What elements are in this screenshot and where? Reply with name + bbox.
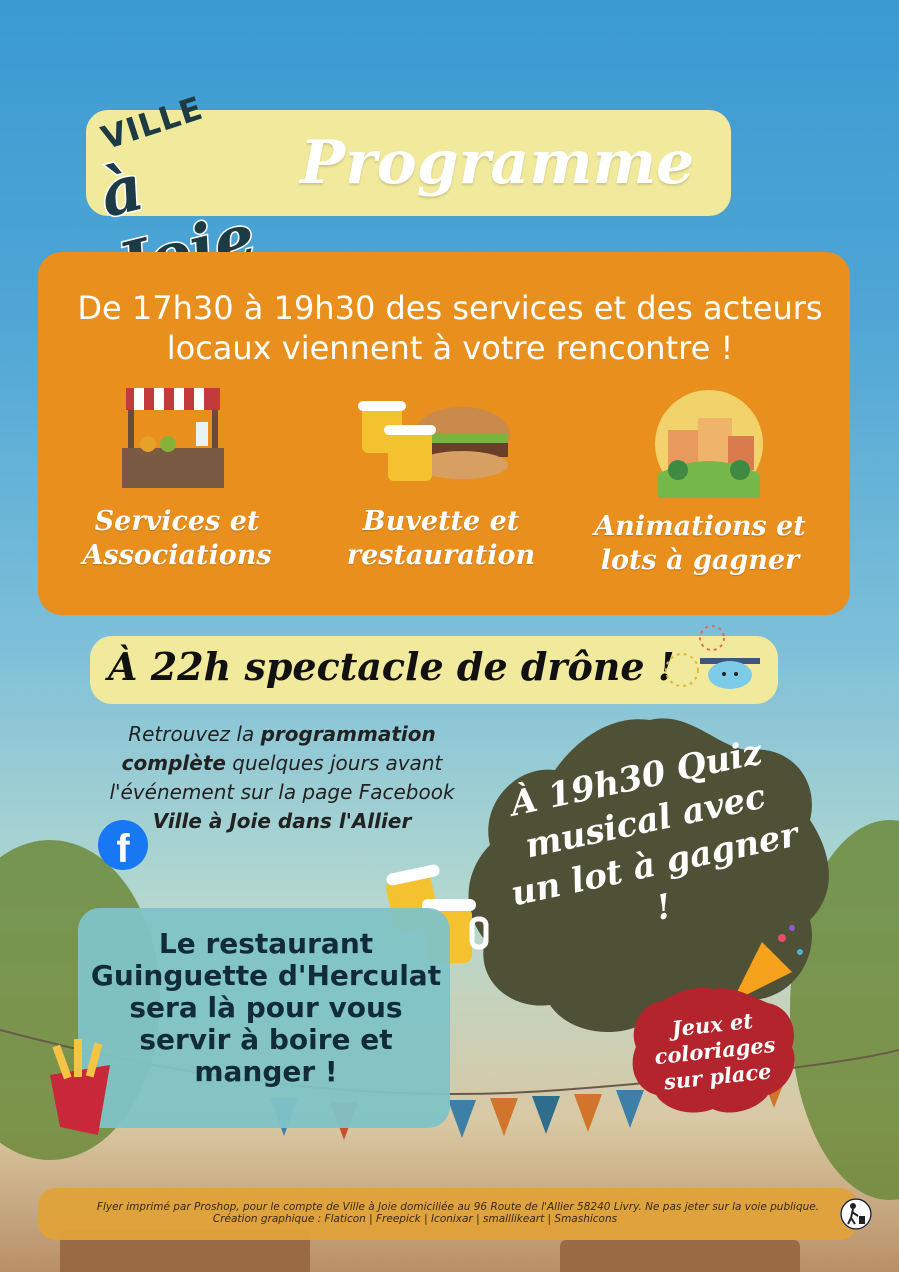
- footer-credits-text: Création graphique : Flaticon | Freepick | Iconixar | smalllikeart | Smashicons: [212, 1213, 618, 1225]
- drone-show-text: À 22h spectacle de drône !: [108, 644, 675, 689]
- drone-icon: [650, 620, 770, 700]
- house-roof-right: [560, 1240, 800, 1272]
- page-title: Programme: [300, 128, 695, 198]
- facebook-info-bold1: programmation complète: [121, 722, 436, 775]
- footer-legal-text: Flyer imprimé par Proshop, pour le compte de Ville à Joie domiciliée au 96 Route de l'Allier 58240 Livry. Ne pas jeter sur la voie publique.: [96, 1201, 820, 1213]
- fries-icon: [40, 1035, 120, 1140]
- service-label-buvette: Buvette et restauration: [346, 506, 536, 571]
- facebook-page-name: Ville à Joie dans l'Allier: [152, 809, 412, 833]
- service-label-animations: Animations et lots à gagner: [594, 511, 806, 576]
- jeux-text: Jeux et coloriages sur place: [653, 1007, 777, 1095]
- festive-village-icon: [648, 378, 770, 500]
- recycle-tidyman-icon: [840, 1198, 872, 1230]
- logo-line-joie: à: [92, 149, 151, 233]
- beer-burger-icon: [352, 395, 512, 490]
- facebook-info: [92, 720, 472, 836]
- market-stall-icon: [118, 382, 228, 490]
- service-label-services: Services et Associations: [82, 506, 272, 571]
- quiz-text: À 19h30 Quiz musical avec un lot à gagner !: [506, 732, 802, 929]
- intro-text: De 17h30 à 19h30 des services et des acteurs locaux viennent à votre rencontre !: [77, 289, 823, 367]
- facebook-icon[interactable]: f: [98, 820, 148, 870]
- ville-a-joie-logo: [78, 88, 288, 233]
- facebook-info-mid: quelques jours avant l'événement sur la page Facebook: [109, 751, 455, 804]
- facebook-info-pre: Retrouvez la: [128, 722, 261, 746]
- restaurant-text: Le restaurant Guinguette d'Herculat sera là pour vous servir à boire et manger !: [90, 927, 442, 1088]
- logo-line-ville: VILLE: [96, 88, 208, 158]
